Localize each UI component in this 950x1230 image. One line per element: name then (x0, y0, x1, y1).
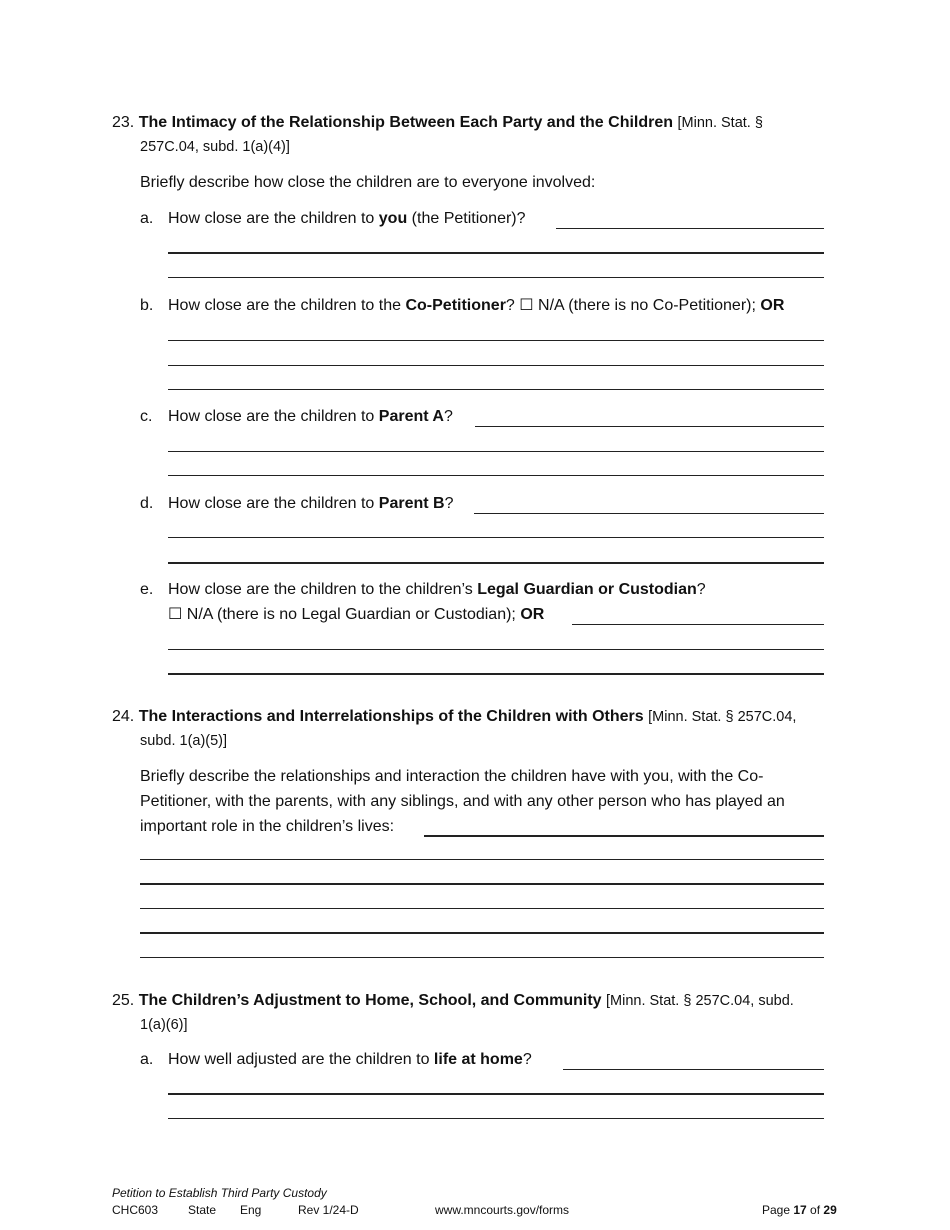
item-23b-question: How close are the children to the Co-Petitioner? ☐ N/A (there is no Co-Petitioner); OR (168, 297, 785, 314)
emphasis: Parent B (378, 495, 445, 512)
item-23e-question: How close are the children to the children’s Legal Guardian or Custodian? (168, 581, 706, 598)
item-23d-letter: d. (140, 495, 154, 512)
answer-line-24-5[interactable] (140, 957, 824, 958)
answer-line-25a-2[interactable] (168, 1118, 824, 1119)
emphasis: Parent A (378, 408, 444, 425)
answer-line-23b-3[interactable] (168, 389, 824, 390)
section-24-body-line-3: important role in the children’s lives: (140, 818, 395, 835)
section-25-heading (112, 991, 794, 1011)
answer-line-23e-2[interactable] (168, 673, 824, 675)
answer-line-24-2[interactable] (140, 883, 824, 885)
na-co-petitioner-checkbox[interactable]: ☐ (519, 297, 534, 314)
item-23b-letter: b. (140, 297, 154, 314)
statute-citation-continued: 257C.04, subd. 1(a)(4)] (140, 139, 290, 155)
item-23c-letter: c. (140, 408, 153, 425)
answer-line-24-1[interactable] (140, 859, 824, 860)
footer-form-code: CHC603 (112, 1203, 159, 1217)
current-page: 17 (793, 1203, 807, 1217)
footer-form-title: Petition to Establish Third Party Custody (112, 1186, 327, 1200)
answer-line-23c-2[interactable] (168, 475, 824, 476)
answer-line-24-3[interactable] (140, 908, 824, 909)
footer-jurisdiction: State (188, 1203, 217, 1217)
section-23-heading (112, 113, 763, 133)
answer-line-23b-1[interactable] (168, 340, 824, 341)
section-number: 24. (112, 708, 135, 725)
statute-citation-continued: 1(a)(6)] (140, 1017, 188, 1033)
na-legal-guardian-checkbox[interactable]: ☐ (168, 606, 183, 623)
statute-citation: [Minn. Stat. § 257C.04, (648, 709, 797, 725)
section-intro: Briefly describe how close the children are to everyone involved: (140, 174, 596, 191)
answer-line-23d-1[interactable] (168, 537, 824, 538)
item-23a-letter: a. (140, 210, 154, 227)
answer-line-23d-2[interactable] (168, 562, 824, 564)
statute-citation-continued: subd. 1(a)(5)] (140, 733, 228, 749)
section-number: 25. (112, 992, 135, 1009)
emphasis: life at home (433, 1051, 523, 1068)
answer-line-23c-1[interactable] (168, 451, 824, 452)
item-23c-question: How close are the children to Parent A? (168, 408, 453, 425)
answer-line-23b-2[interactable] (168, 365, 824, 366)
answer-line-23a-1[interactable] (168, 252, 824, 254)
item-23a-question: How close are the children to you (the Petitioner)? (168, 210, 526, 227)
answer-line-24-inline[interactable] (424, 835, 824, 837)
answer-line-23e-1[interactable] (168, 649, 824, 650)
answer-line-25a-1[interactable] (168, 1093, 824, 1095)
footer-revision: Rev 1/24-D (298, 1203, 359, 1217)
answer-line-23a-2[interactable] (168, 277, 824, 278)
answer-line-24-4[interactable] (140, 932, 824, 934)
item-25a-letter: a. (140, 1051, 154, 1068)
or-label: OR (760, 297, 785, 314)
section-title: The Intimacy of the Relationship Between Each Party and the Children (138, 114, 674, 131)
emphasis: you (378, 210, 408, 227)
answer-line-23d-inline[interactable] (474, 513, 824, 514)
answer-line-25a-inline[interactable] (563, 1069, 824, 1070)
section-number: 23. (112, 114, 135, 131)
statute-citation: [Minn. Stat. § 257C.04, subd. (606, 993, 794, 1009)
answer-line-23e-inline[interactable] (572, 624, 824, 625)
na-label: N/A (there is no Co-Petitioner); (533, 297, 761, 314)
footer-url[interactable]: www.mncourts.gov/forms (435, 1203, 570, 1217)
emphasis: Co-Petitioner (405, 297, 506, 314)
section-24-body-line-2: Petitioner, with the parents, with any siblings, and with any other person who has played an (140, 793, 785, 810)
na-label: N/A (there is no Legal Guardian or Custodian); (182, 606, 521, 623)
item-23e-letter: e. (140, 581, 154, 598)
emphasis: Legal Guardian or Custodian (477, 581, 697, 598)
item-23d-question: How close are the children to Parent B? (168, 495, 454, 512)
answer-line-23a-inline[interactable] (556, 228, 824, 229)
total-pages: 29 (823, 1203, 837, 1217)
item-25a-question: How well adjusted are the children to life at home? (168, 1051, 532, 1068)
section-title: The Interactions and Interrelationships of the Children with Others (138, 708, 644, 725)
statute-citation: [Minn. Stat. § (677, 115, 763, 131)
section-title: The Children’s Adjustment to Home, School, and Community (138, 992, 602, 1009)
section-24-body-line-1: Briefly describe the relationships and interaction the children have with you, with the Co- (140, 768, 764, 785)
answer-line-23c-inline[interactable] (475, 426, 824, 427)
item-23e-na-row (168, 605, 544, 625)
section-24-heading (112, 707, 796, 727)
footer-page-number: Page 17 of 29 (762, 1203, 837, 1217)
or-label: OR (520, 606, 545, 623)
footer-language: Eng (240, 1203, 262, 1217)
